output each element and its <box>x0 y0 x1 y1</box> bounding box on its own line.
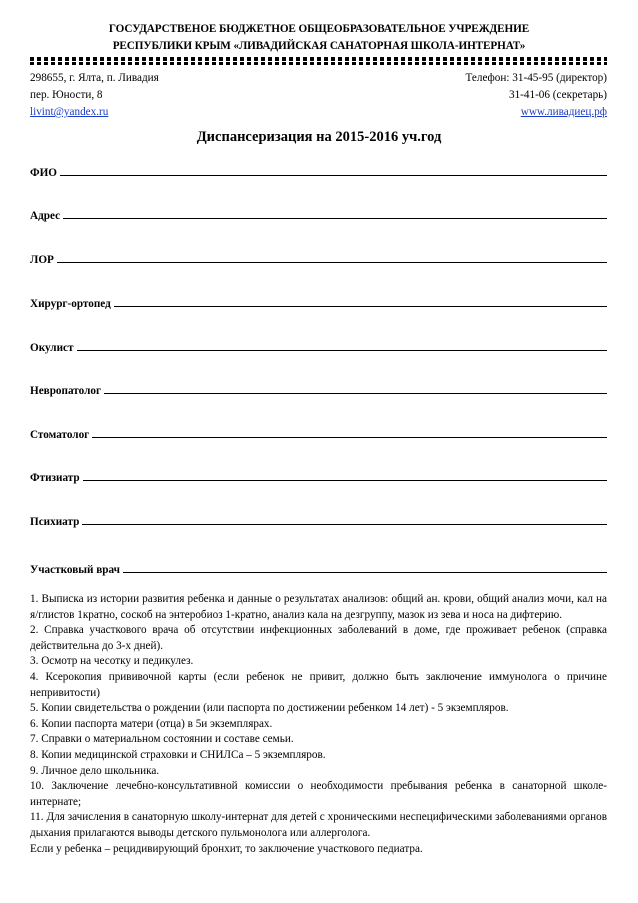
requirement-item: Если у ребенка – рецидивирующий бронхит, то заключение участкового педиатра. <box>30 842 423 855</box>
field-oculist <box>30 336 607 354</box>
field-label: Невропатолог <box>30 385 102 397</box>
phone-block <box>465 70 607 121</box>
fill-line <box>82 523 607 525</box>
requirement-item: 7. Справки о материальном состоянии и составе семьи. <box>30 733 294 746</box>
fill-line <box>123 571 607 573</box>
requirement-item: 6. Копии паспорта матери (отца) в 5и экземплярах. <box>30 717 273 730</box>
field-address <box>30 204 607 222</box>
field-label: Фтизиатр <box>30 472 80 484</box>
field-label: Адрес <box>30 210 61 222</box>
fill-line <box>92 436 607 438</box>
field-district-doctor <box>30 558 607 576</box>
field-label: ФИО <box>30 167 58 179</box>
address-line-2: пер. Юности, 8 <box>30 89 103 101</box>
phone-line-2: 31-41-06 (секретарь) <box>508 89 607 101</box>
fill-line <box>60 174 607 176</box>
fill-line <box>104 392 607 394</box>
field-surgeon-orthopedist <box>30 292 607 310</box>
requirement-item: 5. Копии свидетельства о рождении (или паспорта по достижении ребенком 14 лет) - 5 экземпляров. <box>30 702 509 715</box>
field-label: Хирург-ортопед <box>30 298 111 310</box>
field-label: ЛОР <box>30 254 54 266</box>
fill-line <box>114 305 607 307</box>
fill-line <box>63 217 607 219</box>
field-lor <box>30 248 607 266</box>
requirement-item: 1. Выписка из истории развития ребенка и данные о результатах анализов: общий ан. крови, общий анализ мочи, кал на я/глистов 1кратно, соскоб на энтеробиоз 1-кратно, анализ кала на дезгруппу, мазок из зева и носа на дифтерию. <box>30 593 607 621</box>
website-link[interactable]: www.ливадиец.рф <box>520 106 607 118</box>
field-dentist <box>30 423 607 441</box>
phone-line-1: Телефон: 31-45-95 (директор) <box>465 72 607 84</box>
requirement-item: 8. Копии медицинской страховки и СНИЛСа – 5 экземпляров. <box>30 748 326 761</box>
address-line-1: 298655, г. Ялта, п. Ливадия <box>30 72 159 84</box>
header-divider <box>30 57 607 66</box>
field-label: Стоматолог <box>30 429 90 441</box>
fill-line <box>57 261 607 263</box>
field-label: Психиатр <box>30 516 80 528</box>
fill-line <box>83 479 607 481</box>
org-name-line-1: ГОСУДАРСТВЕНОЕ БЮДЖЕТНОЕ ОБЩЕОБРАЗОВАТЕЛЬНОЕ УЧРЕЖДЕНИЕ <box>108 23 530 35</box>
address-block <box>30 70 159 121</box>
field-fio <box>30 161 607 179</box>
requirement-item: 10. Заключение лечебно-консультативной комиссии о необходимости пребывания ребенка в санаторной школе-интернате; <box>30 780 607 808</box>
document-title: Диспансеризация на 2015-2016 уч.год <box>196 129 442 145</box>
requirement-item: 2. Справка участкового врача об отсутствии инфекционных заболеваний в доме, где проживает ребенок (справка действительна до 3-х дней). <box>30 624 607 652</box>
organization-header <box>30 21 608 55</box>
field-label: Участковый врач <box>30 564 120 576</box>
field-psychiatrist <box>30 510 607 528</box>
field-label: Окулист <box>30 342 74 354</box>
requirements-list <box>30 592 607 857</box>
requirement-item: 9. Личное дело школьника. <box>30 764 160 777</box>
org-name-line-2: РЕСПУБЛИКИ КРЫМ «ЛИВАДИЙСКАЯ САНАТОРНАЯ ШКОЛА-ИНТЕРНАТ» <box>112 40 526 52</box>
fill-line <box>77 349 608 351</box>
email-link[interactable]: livint@yandex.ru <box>30 106 109 118</box>
requirement-item: 4. Ксерокопия прививочной карты (если ребенок не привит, должно быть заключение иммунолога о причине непривитости) <box>30 670 607 699</box>
field-neuropathologist <box>30 379 607 397</box>
requirement-item: 11. Для зачисления в санаторную школу-интернат для детей с хроническими неспецифическими заболеваниями органов дыхания прилагаются выводы детского пульмонолога или аллерголога. <box>30 811 607 839</box>
field-phthisiatrician <box>30 466 607 484</box>
requirement-item: 3. Осмотр на чесотку и педикулез. <box>30 655 194 668</box>
